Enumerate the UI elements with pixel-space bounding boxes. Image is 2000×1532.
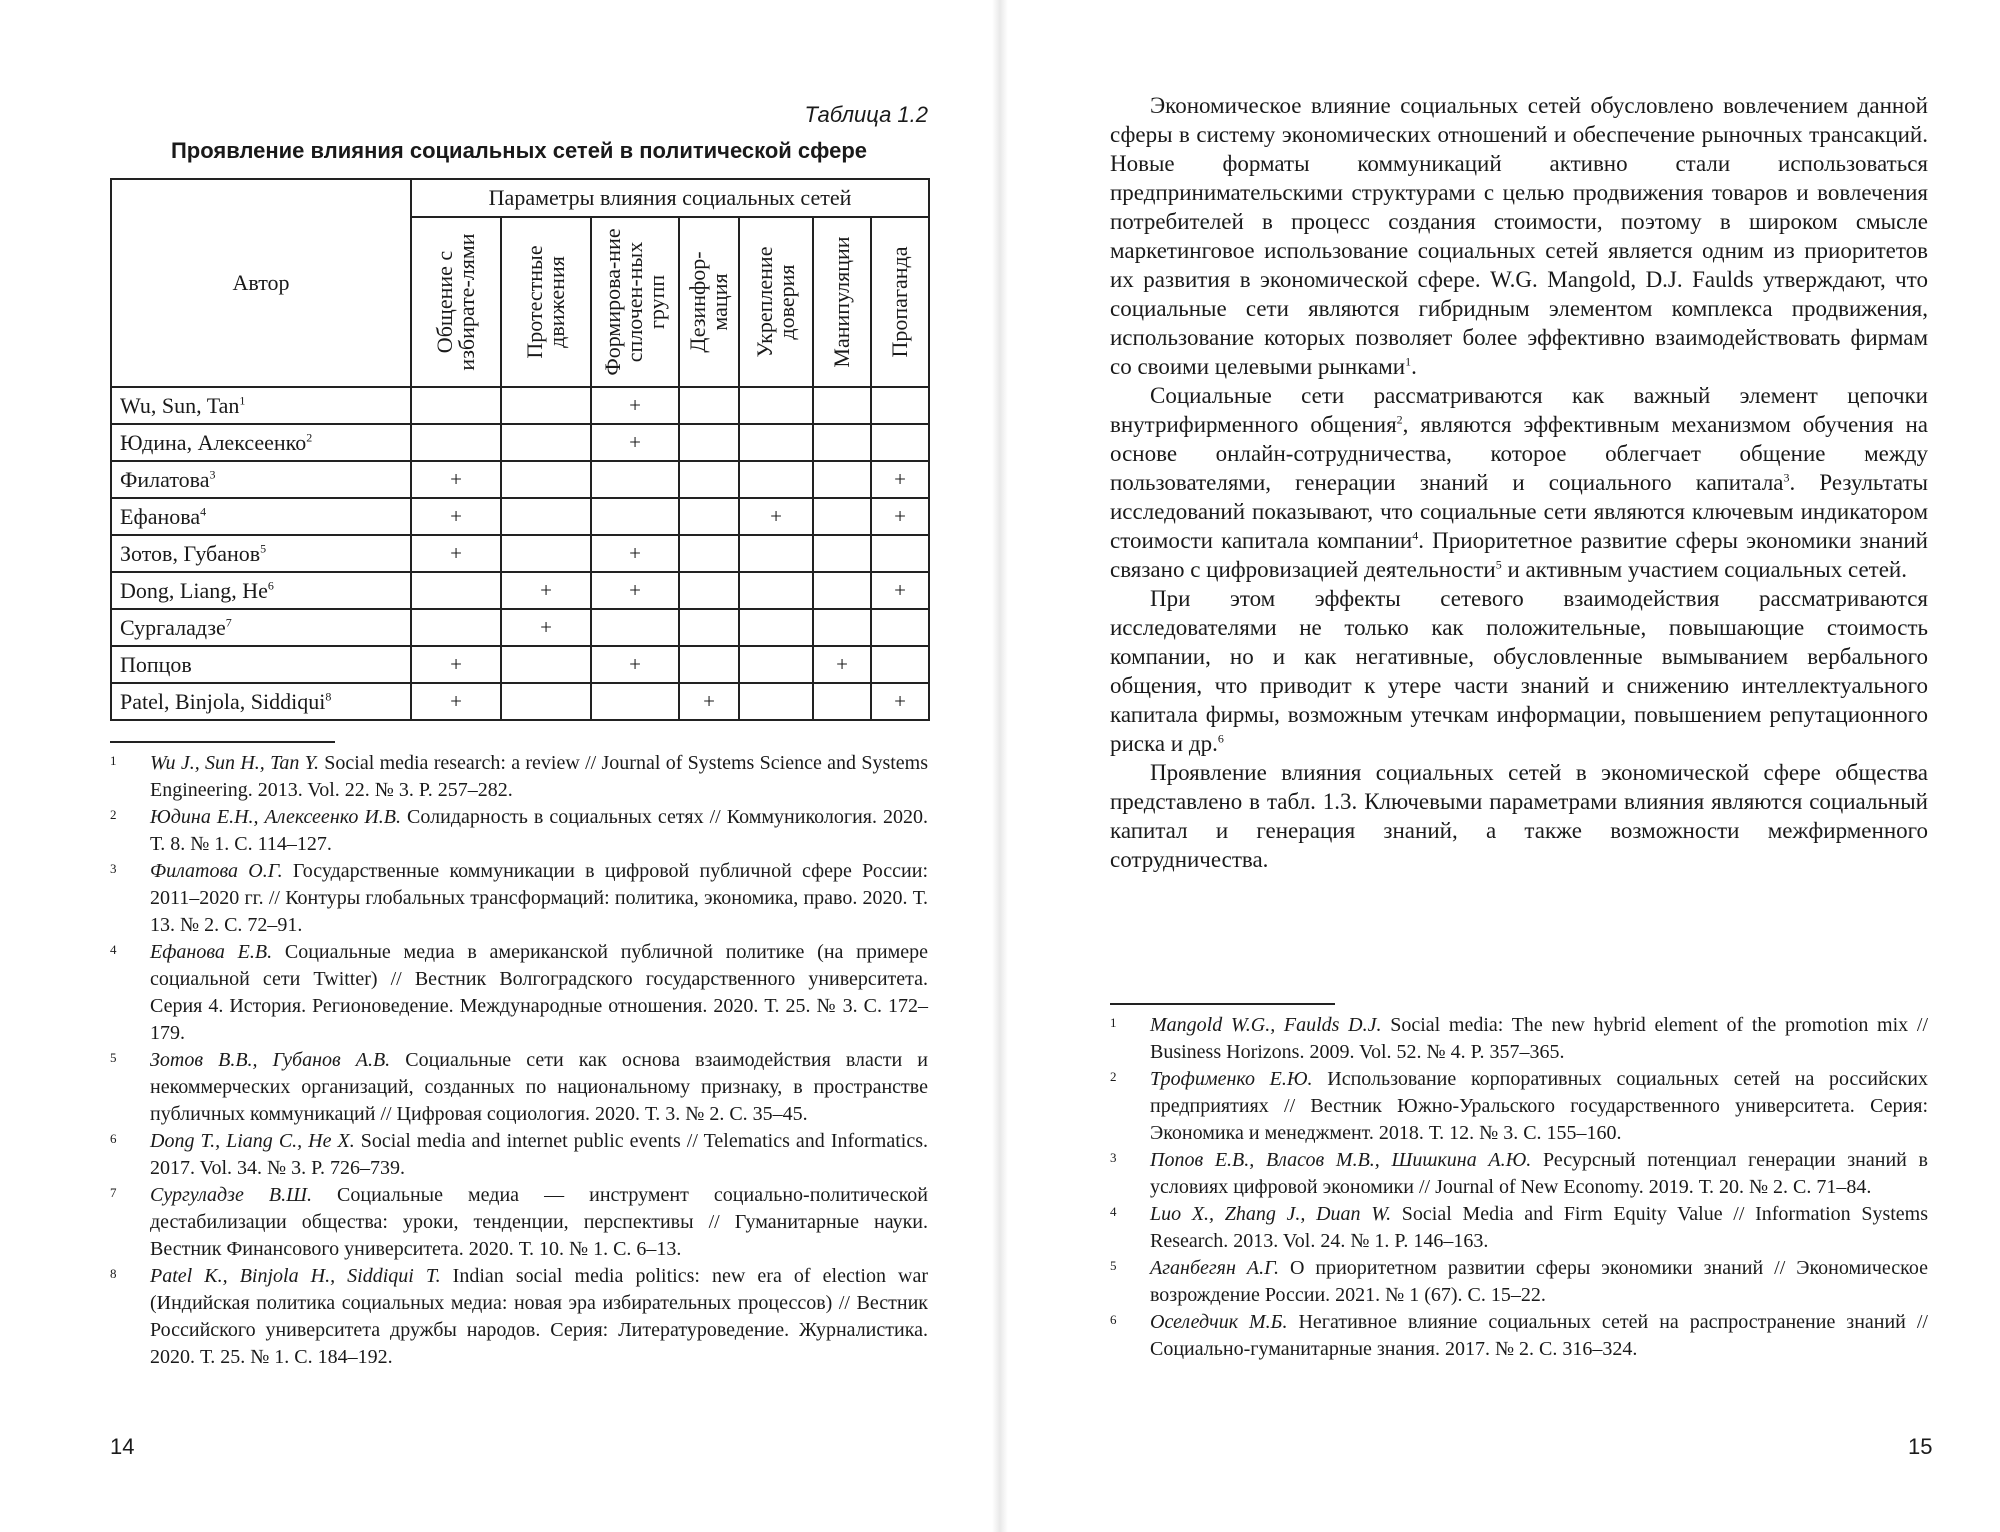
mark-cell — [501, 387, 591, 424]
mark-cell — [411, 424, 501, 461]
footnote — [1110, 1147, 1928, 1201]
footnote-text: Аганбегян А.Г. О приоритетном развитии сферы экономики знаний // Экономическое возрождение России. 2021. № 1 (67). С. 15–22. — [1150, 1257, 1928, 1306]
author-cell: Сургаладзе$^7$ — [111, 609, 411, 646]
mark-cell: + — [591, 572, 679, 609]
footnote-text: Трофименко Е.Ю. Использование корпоративных социальных сетей на российских предприятиях // Вестник Южно-Уральского государственного университета. Серия: Экономика и менеджмент. 2018. Т. 12. № 3. С. 155–160. — [1150, 1068, 1929, 1144]
mark-cell: + — [501, 572, 591, 609]
mark-cell — [679, 424, 739, 461]
column-header: Протестные движения — [501, 217, 591, 387]
body-text — [1110, 91, 1928, 874]
mark-cell — [591, 683, 679, 720]
paragraph: При этом эффекты сетевого взаимодействия рассматриваются исследователями не только как положительные, повышающие стоимость компании, но и как негативные, обусловленные вымыванием вербального общения, что приводит к утере части знаний и снижению интеллектуального капитала фирмы, возможным утечкам информации, повышением репутационного риска и др.$^6$ — [1110, 586, 1928, 756]
footnote-number: 7 — [110, 1185, 117, 1200]
mark-cell: + — [871, 572, 929, 609]
mark-cell — [679, 461, 739, 498]
author-cell: Patel, Binjola, Siddiqui$^8$ — [111, 683, 411, 720]
footnote-number: 1 — [1110, 1015, 1117, 1030]
footnote — [110, 1128, 928, 1182]
footnote-number: 6 — [1110, 1312, 1117, 1327]
mark-cell: + — [411, 535, 501, 572]
page-number-right: 15 — [1908, 1434, 1933, 1459]
mark-cell: + — [411, 646, 501, 683]
author-cell: Филатова$^3$ — [111, 461, 411, 498]
mark-cell — [739, 646, 813, 683]
mark-cell — [813, 461, 871, 498]
footnote-number: 4 — [1110, 1204, 1117, 1219]
column-header: Формирова-ние сплочен-ных групп — [591, 217, 679, 387]
author-cell: Dong, Liang, He$^6$ — [111, 572, 411, 609]
footnote-rule — [1110, 1003, 1335, 1005]
column-header: Манипуляции — [813, 217, 871, 387]
column-header: Укрепление доверия — [739, 217, 813, 387]
footnote — [110, 939, 928, 1047]
footnote — [110, 858, 928, 939]
author-header: Автор — [111, 179, 411, 387]
footnote-author: Юдина Е.Н., Алексеенко И.В. — [150, 806, 402, 828]
table-body — [111, 387, 929, 720]
mark-cell — [501, 646, 591, 683]
author-cell: Попцов — [111, 646, 411, 683]
footnote-author: Филатова О.Г. — [150, 860, 283, 882]
table-row — [111, 572, 929, 609]
footnote-author: Wu J., Sun H., Tan Y. — [150, 752, 319, 774]
mark-cell — [739, 683, 813, 720]
footnote-author: Аганбегян А.Г. — [1150, 1257, 1279, 1279]
column-header: Общение с избирате-лями — [411, 217, 501, 387]
footnote-text: Wu J., Sun H., Tan Y. Social media research: a review // Journal of Systems Science and Systems Engineering. 2013. Vol. 22. № 3. P. 257–282. — [150, 752, 928, 801]
mark-cell — [813, 535, 871, 572]
footnote-text: Ефанова Е.В. Социальные медиа в американской публичной политике (на примере социальной сети Twitter) // Вестник Волгоградского государственного университета. Серия 4. История. Регионоведение. Международные отношения. 2020. Т. 25. № 3. С. 172–179. — [150, 941, 928, 1044]
mark-cell — [679, 535, 739, 572]
footnote-author: Ефанова Е.В. — [150, 941, 273, 963]
footnote-number: 3 — [110, 861, 117, 876]
footnote — [110, 1182, 928, 1263]
footnote — [110, 804, 928, 858]
table-row — [111, 424, 929, 461]
table-row — [111, 609, 929, 646]
footnote — [1110, 1066, 1928, 1147]
mark-cell — [679, 498, 739, 535]
mark-cell — [411, 387, 501, 424]
footnote-text: Сургуладзе В.Ш. Социальные медиа — инструмент социально-политической дестабилизации общества: уроки, тенденции, перспективы // Гуманитарные науки. Вестник Финансового университета. 2020. Т. 10. № 1. С. 6–13. — [150, 1184, 929, 1260]
mark-cell — [411, 609, 501, 646]
footnote-text: Попов Е.В., Власов М.В., Шишкина А.Ю. Ресурсный потенциал генерации знаний в условиях цифровой экономики // Journal of New Economy. 2019. Т. 20. № 2. С. 71–84. — [1150, 1149, 1928, 1198]
author-cell: Wu, Sun, Tan$^1$ — [111, 387, 411, 424]
footnote — [1110, 1201, 1928, 1255]
paragraph: Социальные сети рассматриваются как важный элемент цепочки внутрифирменного общения$^2$, являются эффективным механизмом обучения на основе онлайн-сотрудничества, которое облегчает общение между пользователями, генерации знаний и социального капитала$^3$. Результаты исследований показывают, что социальные сети являются ключевым индикатором стоимости капитала компании$^4$. Приоритетное развитие сферы экономики знаний связано с цифровизацией деятельности$^5$ и активным участием социальных сетей. — [1110, 383, 1929, 582]
mark-cell — [739, 387, 813, 424]
mark-cell — [679, 609, 739, 646]
footnote-text: Оселедчик М.Б. Негативное влияние социальных сетей на распространение знаний // Социально-гуманитарные знания. 2017. № 2. С. 316–324. — [1150, 1311, 1928, 1360]
footnote-number: 3 — [1110, 1150, 1117, 1165]
mark-cell — [739, 609, 813, 646]
mark-cell — [501, 498, 591, 535]
mark-cell — [501, 535, 591, 572]
footnote-author: Зотов В.В., Губанов А.В. — [150, 1049, 391, 1071]
table-row — [111, 683, 929, 720]
footnote-number: 8 — [110, 1266, 117, 1281]
mark-cell — [813, 387, 871, 424]
table-title: Проявление влияния социальных сетей в политической сфере — [170, 138, 868, 163]
footnote-number: 2 — [110, 807, 117, 822]
mark-cell — [813, 683, 871, 720]
footnote-rule — [110, 741, 335, 743]
page-number-left: 14 — [110, 1434, 135, 1459]
table-row — [111, 646, 929, 683]
column-header: Пропаганда — [871, 217, 929, 387]
mark-cell: + — [591, 387, 679, 424]
footnote-author: Luo X., Zhang J., Duan W. — [1150, 1203, 1392, 1225]
footnote-text: Patel K., Binjola H., Siddiqui T. Indian social media politics: new era of election war (Индийская политика социальных медиа: новая эра избирательных процессов) // Вестник Российского университета дружбы народов. Серия: Литературоведение. Журналистика. 2020. Т. 25. № 1. С. 184–192. — [150, 1265, 929, 1368]
footnote-text: Филатова О.Г. Государственные коммуникации в цифровой публичной сфере России: 2011–2020 гг. // Контуры глобальных трансформаций: политика, экономика, право. 2020. Т. 13. № 2. С. 72–91. — [150, 860, 929, 936]
author-cell: Ефанова$^4$ — [111, 498, 411, 535]
footnote-author: Трофименко Е.Ю. — [1150, 1068, 1313, 1090]
footnote-number: 4 — [110, 942, 117, 957]
mark-cell: + — [591, 535, 679, 572]
footnote — [110, 1263, 928, 1371]
mark-cell — [679, 572, 739, 609]
mark-cell — [739, 461, 813, 498]
influence-table — [110, 178, 930, 721]
mark-cell: + — [871, 498, 929, 535]
mark-cell — [501, 683, 591, 720]
footnote-number: 2 — [1110, 1069, 1117, 1084]
footnote — [110, 750, 928, 804]
group-header: Параметры влияния социальных сетей — [411, 179, 929, 217]
table-row — [111, 461, 929, 498]
mark-cell: + — [871, 461, 929, 498]
mark-cell — [871, 535, 929, 572]
mark-cell: + — [871, 683, 929, 720]
mark-cell: + — [679, 683, 739, 720]
mark-cell — [501, 424, 591, 461]
mark-cell — [813, 424, 871, 461]
footnote-text: Зотов В.В., Губанов А.В. Социальные сети как основа взаимодействия власти и некоммерческих организаций, созданных по национальному признаку, в пространстве публичных коммуникаций // Цифровая социология. 2020. Т. 3. № 2. С. 35–45. — [150, 1049, 928, 1125]
right-footnotes — [1110, 1012, 1928, 1363]
mark-cell — [813, 498, 871, 535]
footnote-number: 6 — [110, 1131, 117, 1146]
mark-cell — [679, 387, 739, 424]
mark-cell: + — [411, 461, 501, 498]
footnote-author: Patel K., Binjola H., Siddiqui T. — [150, 1265, 441, 1287]
mark-cell — [871, 646, 929, 683]
footnote-number: 1 — [110, 753, 117, 768]
footnote-text: Юдина Е.Н., Алексеенко И.В. Солидарность в социальных сетях // Коммуникология. 2020. Т. 8. № 1. С. 114–127. — [150, 806, 929, 855]
table-row — [111, 498, 929, 535]
footnote — [110, 1047, 928, 1128]
mark-cell: + — [501, 609, 591, 646]
mark-cell — [871, 387, 929, 424]
author-cell: Юдина, Алексеенко$^2$ — [111, 424, 411, 461]
left-footnotes — [110, 750, 928, 1371]
table-label: Таблица 1.2 — [804, 102, 928, 127]
mark-cell — [411, 572, 501, 609]
mark-cell: + — [591, 646, 679, 683]
table-row — [111, 535, 929, 572]
mark-cell: + — [813, 646, 871, 683]
footnote-author: Сургуладзе В.Ш. — [150, 1184, 312, 1206]
author-cell: Зотов, Губанов$^5$ — [111, 535, 411, 572]
mark-cell — [591, 461, 679, 498]
column-header: Дезинфор-мация — [679, 217, 739, 387]
footnote — [1110, 1012, 1928, 1066]
mark-cell — [871, 424, 929, 461]
footnote-text: Dong T., Liang C., He X. Social media and internet public events // Telematics and Informatics. 2017. Vol. 34. № 3. P. 726–739. — [150, 1130, 929, 1179]
right-page — [1000, 0, 2000, 1532]
mark-cell — [739, 535, 813, 572]
footnote — [1110, 1255, 1928, 1309]
mark-cell — [591, 609, 679, 646]
mark-cell — [679, 646, 739, 683]
paragraph: Проявление влияния социальных сетей в экономической сфере общества представлено в табл. 1.3. Ключевыми параметрами влияния являются социальный капитал и генерация знаний, а также возможности межфирменного сотрудничества. — [1110, 760, 1928, 872]
mark-cell — [739, 424, 813, 461]
footnote-author: Попов Е.В., Власов М.В., Шишкина А.Ю. — [1150, 1149, 1532, 1171]
mark-cell — [871, 609, 929, 646]
mark-cell — [739, 572, 813, 609]
footnote-number: 5 — [1110, 1258, 1117, 1273]
footnote — [1110, 1309, 1928, 1363]
footnote-author: Mangold W.G., Faulds D.J. — [1150, 1014, 1382, 1036]
footnote-text: Luo X., Zhang J., Duan W. Social Media and Firm Equity Value // Information Systems Research. 2013. Vol. 24. № 1. P. 146–163. — [1150, 1203, 1928, 1252]
mark-cell: + — [411, 683, 501, 720]
mark-cell — [813, 609, 871, 646]
footnote-text: Mangold W.G., Faulds D.J. Social media: The new hybrid element of the promotion mix // Business Horizons. 2009. Vol. 52. № 4. P. 357–365. — [1150, 1014, 1928, 1063]
footnote-author: Оселедчик М.Б. — [1150, 1311, 1288, 1333]
mark-cell — [591, 498, 679, 535]
mark-cell: + — [739, 498, 813, 535]
table-row — [111, 387, 929, 424]
mark-cell: + — [411, 498, 501, 535]
footnote-author: Dong T., Liang C., He X. — [150, 1130, 355, 1152]
mark-cell — [813, 572, 871, 609]
mark-cell: + — [591, 424, 679, 461]
paragraph: Экономическое влияние социальных сетей обусловлено вовлечением данной сферы в систему экономических отношений и обеспечение рыночных трансакций. Новые форматы коммуникаций активно стали использоваться предпринимательскими структурами с целью продвижения товаров и вовлечения потребителей в процесс создания стоимости, поэтому в широком смысле маркетинговое использование социальных сетей является одним из приоритетов их развития в экономической сфере. W.G. Mangold, D.J. Faulds утверждают, что социальные сети являются гибридным элементом комплекса продвижения, использование которых позволяет более эффективно взаимодействовать фирмам со своими целевыми рынками$^1$. — [1110, 93, 1928, 379]
mark-cell — [501, 461, 591, 498]
footnote-number: 5 — [110, 1050, 117, 1065]
